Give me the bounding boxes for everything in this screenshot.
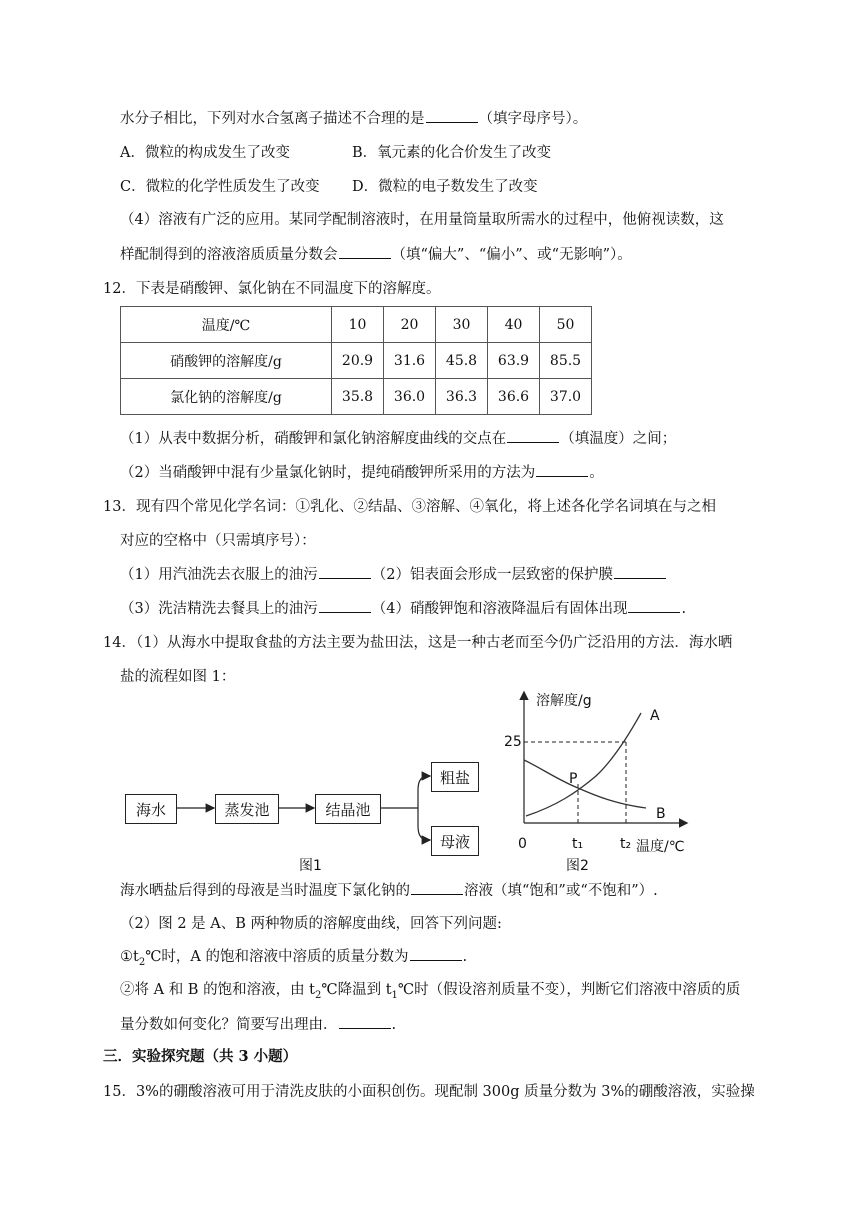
table-header-cell: 温度/℃ xyxy=(121,307,332,343)
q14-after1: 海水晒盐后得到的母液是当时温度下氯化钠的 溶液（填“饱和”或“不饱和”）. xyxy=(120,880,658,901)
graph-origin: 0 xyxy=(518,836,527,852)
table-cell: 31.6 xyxy=(384,343,436,379)
q11-part4-line2: 样配制得到的溶液溶质质量分数会 （填“偏大”、“偏小”、或“无影响”）。 xyxy=(120,244,632,265)
table-header-cell: 10 xyxy=(332,307,384,343)
table-cell: 36.3 xyxy=(436,379,488,415)
curve-b xyxy=(524,760,646,808)
table-row xyxy=(121,343,592,379)
q14-c1: $①t_2℃$时，A 的饱和溶液中溶质的质量分数为 . xyxy=(120,946,467,973)
table-row xyxy=(121,379,592,415)
flow-box-crystallization-pond: 结晶池 xyxy=(315,794,381,824)
table-cell: 36.0 xyxy=(384,379,436,415)
table-cell: 45.8 xyxy=(436,343,488,379)
graph-label-b: B xyxy=(656,806,666,822)
answer-blank[interactable] xyxy=(507,428,559,443)
answer-blank[interactable] xyxy=(426,108,478,123)
q14-c2-line1: ②将 A 和 B 的饱和溶液，由 $t_2℃$降温到 $t_1℃$时（假设溶剂质量不变），判断它们溶液中溶质的质 xyxy=(120,982,741,1001)
q12-sub1: （1）从表中数据分析，硝酸钾和氯化钠溶解度曲线的交点在 （填温度）之间； xyxy=(120,428,676,449)
q13-items-3-4: （3）洗洁精洗去餐具上的油污 （4）硝酸钾饱和溶液降温后有固体出现 . xyxy=(120,598,686,619)
q11-part4-line1: （4）溶液有广泛的应用。某同学配制溶液时，在用量筒量取所需水的过程中，他俯视读数，这 xyxy=(120,212,724,228)
table-cell: 硝酸钾的溶解度/g xyxy=(121,343,332,379)
answer-blank[interactable] xyxy=(614,564,666,579)
q11-line1: 水分子相比，下列对水合氢离子描述不合理的是 （填字母序号）。 xyxy=(120,108,587,129)
figure2-caption: 图2 xyxy=(566,858,589,874)
q14-stem2: 盐的流程如图 1： xyxy=(120,669,236,685)
q12-stem: 12．下表是硝酸钾、氯化钠在不同温度下的溶解度。 xyxy=(103,281,441,297)
answer-blank[interactable] xyxy=(319,564,371,579)
table-header-cell: 30 xyxy=(436,307,488,343)
q11-option-d: D．微粒的电子数发生了改变 xyxy=(352,179,538,195)
q13-stem2: 对应的空格中（只需填序号）： xyxy=(120,533,316,549)
q13-items-1-2: （1）用汽油洗去衣服上的油污 （2）铝表面会形成一层致密的保护膜 xyxy=(120,564,667,585)
flow-box-evaporation-pond: 蒸发池 xyxy=(215,794,279,824)
answer-blank[interactable] xyxy=(411,880,463,895)
answer-blank[interactable] xyxy=(410,946,462,961)
table-cell: 36.6 xyxy=(488,379,540,415)
flow-box-seawater: 海水 xyxy=(125,794,177,824)
q11-option-c: C．微粒的化学性质发生了改变 xyxy=(120,179,320,195)
answer-blank[interactable] xyxy=(536,462,588,477)
q13-stem1: 13．现有四个常见化学名词：①乳化、②结晶、③溶解、④氧化，将上述各化学名词填在与之相 xyxy=(103,499,716,515)
table-header-row xyxy=(121,307,592,343)
section-heading: 三．实验探究题（共 3 小题） xyxy=(103,1048,298,1065)
table-header-cell: 40 xyxy=(488,307,540,343)
solubility-table xyxy=(120,306,592,415)
table-cell: 20.9 xyxy=(332,343,384,379)
graph-t2-tick: t₂ xyxy=(620,836,632,852)
q15-stem: 15．3%的硼酸溶液可用于清洗皮肤的小面积创伤。现配制 300g 质量分数为 3%的硼酸溶液，实验操 xyxy=(103,1084,755,1100)
flow-box-mother-liquor: 母液 xyxy=(431,826,479,856)
figure1-caption: 图1 xyxy=(299,858,322,874)
graph-label-a: A xyxy=(650,708,660,724)
answer-blank[interactable] xyxy=(319,598,371,613)
curve-a xyxy=(526,713,641,816)
table-cell: 63.9 xyxy=(488,343,540,379)
table-cell: 85.5 xyxy=(540,343,592,379)
table-header-cell: 20 xyxy=(384,307,436,343)
graph-label-p: P xyxy=(569,771,578,787)
answer-blank[interactable] xyxy=(339,1014,391,1029)
graph-y-label: 溶解度/g xyxy=(536,693,592,709)
q11-option-b: B．氧元素的化合价发生了改变 xyxy=(352,145,552,161)
answer-blank[interactable] xyxy=(339,244,391,259)
graph-y-tick-25: 25 xyxy=(504,734,522,750)
q14-stem1: 14．（1）从海水中提取食盐的方法主要为盐田法，这是一种古老而至今仍广泛沿用的方法．海水晒 xyxy=(103,635,733,651)
table-header-cell: 50 xyxy=(540,307,592,343)
answer-blank[interactable] xyxy=(628,598,680,613)
graph-x-label: 温度/℃ xyxy=(636,839,685,855)
q14-c2-line2: 量分数如何变化？简要写出理由． . xyxy=(120,1014,396,1035)
q14-part2: （2）图 2 是 A、B 两种物质的溶解度曲线，回答下列问题: xyxy=(120,916,502,932)
q12-sub2: （2）当硝酸钾中混有少量氯化钠时，提纯硝酸钾所采用的方法为 。 xyxy=(120,462,604,483)
table-cell: 37.0 xyxy=(540,379,592,415)
table-cell: 35.8 xyxy=(332,379,384,415)
q11-option-a: A．微粒的构成发生了改变 xyxy=(120,145,290,161)
flow-box-crude-salt: 粗盐 xyxy=(431,762,479,792)
graph-t1-tick: t₁ xyxy=(572,836,584,852)
table-cell: 氯化钠的溶解度/g xyxy=(121,379,332,415)
